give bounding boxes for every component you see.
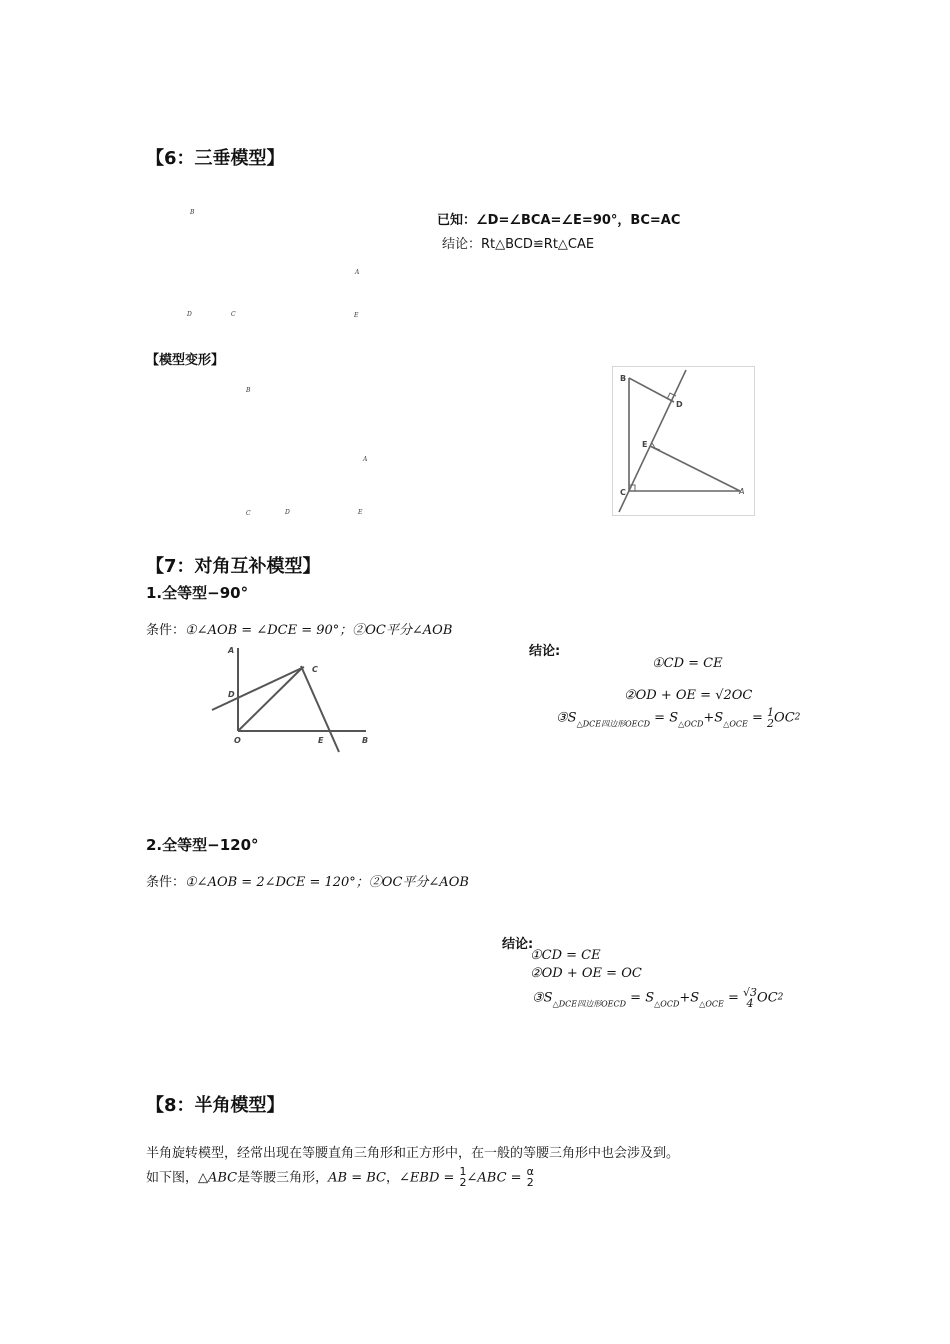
fig90-label-e: E	[318, 736, 324, 745]
fig90-label-b: B	[362, 736, 369, 745]
fig90-label-d: D	[228, 690, 235, 699]
variant-label-c: C	[246, 510, 251, 517]
conclusion-90-1: ①CD = CE	[652, 656, 723, 671]
figure-90	[208, 640, 378, 758]
conclusion-90-2: ②OD + OE = √2OC	[624, 688, 753, 703]
variant-label-b: B	[246, 387, 251, 394]
fig-label-c: C	[231, 311, 236, 318]
fig90-label-c: C	[312, 665, 318, 674]
fig-label-b: B	[190, 209, 195, 216]
conclusion-90-label: 结论:	[529, 644, 561, 659]
half-angle-statement: 如下图，△ABC是等腰三角形，AB = BC，∠EBD = 1 2 ∠ABC = α 2	[146, 1165, 534, 1189]
condition-120: 条件：①∠AOB = 2∠DCE = 120°；②OC平分∠AOB	[146, 875, 469, 890]
image-label-a: A	[739, 487, 745, 496]
half-angle-intro: 半角旋转模型，经常出现在等腰直角三角形和正方形中，在一般的等腰三角形中也会涉及到。	[146, 1146, 680, 1161]
variant-label-e: E	[358, 509, 363, 516]
section-7-title: 【7：对角互补模型】	[146, 556, 321, 577]
fig-label-a: A	[355, 269, 360, 276]
image-label-d: D	[676, 400, 683, 409]
conclusion-120-label: 结论:	[502, 937, 534, 952]
conclusion-90-3: $③S_{\triangle DCE四边形OECD} = S_{\triangle OCD}+S_{\triangle OCE}$ = 1 2 $OC^2$	[556, 706, 801, 730]
subsection-120-title: 2.全等型−120°	[146, 836, 259, 854]
image-label-e: E	[642, 440, 648, 449]
variant-label-d: D	[285, 509, 290, 516]
conclusion-120-3: $③S_{\triangle DCE四边形OECD} = S_{\triangle OCD}+S_{\triangle OCE}$ = √3 4 $OC^2$	[532, 986, 784, 1010]
variant-title: 【模型变形】	[146, 353, 225, 368]
section-6-title: 【6：三垂模型】	[146, 148, 285, 169]
fig-label-d: D	[187, 311, 192, 318]
conclusion-congruent: 结论：Rt△BCD≌Rt△CAE	[442, 237, 595, 252]
section-8-title: 【8：半角模型】	[146, 1095, 285, 1116]
subsection-90-title: 1.全等型−90°	[146, 584, 249, 602]
condition-90: 条件：①∠AOB = ∠DCE = 90°；②OC平分∠AOB	[146, 623, 453, 638]
image-label-c: C	[620, 488, 626, 497]
fig-label-e: E	[354, 312, 359, 319]
image-label-b: B	[620, 374, 627, 383]
conclusion-120-2: ②OD + OE = OC	[530, 966, 642, 981]
known-conditions: 已知：∠D=∠BCA=∠E=90°，BC=AC	[437, 213, 681, 228]
conclusion-120-1: ①CD = CE	[530, 948, 601, 963]
fig90-label-a: A	[228, 646, 235, 655]
variant-label-a: A	[363, 456, 368, 463]
fig90-label-o: O	[234, 736, 241, 745]
variant-figure	[612, 366, 755, 516]
